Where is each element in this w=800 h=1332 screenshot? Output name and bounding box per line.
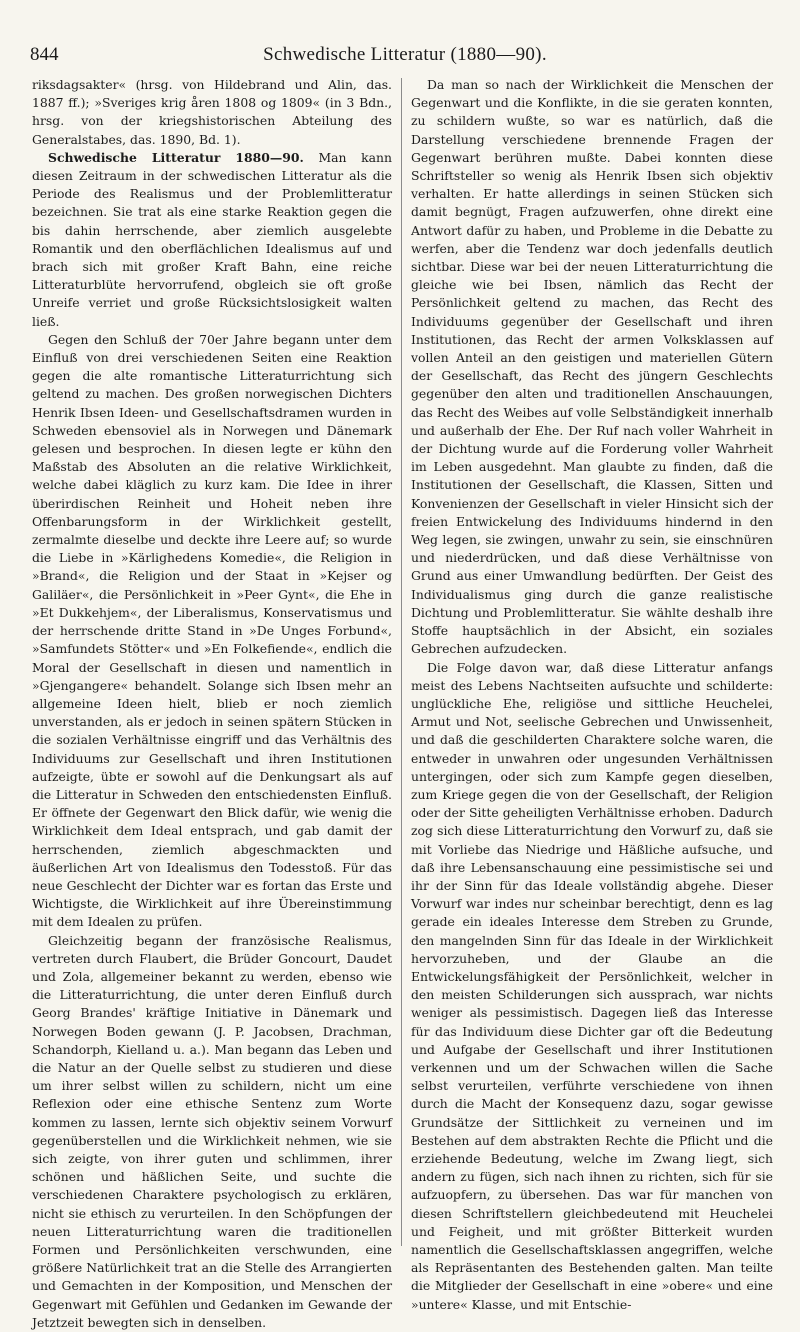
- paragraph: riksdagsakter« (hrsg. von Hildebrand und Alin, das. 1887 ff.); »Sveriges krig åren 1808 og 1809« (in 3 Bdn., hrsg. von der kriegshistorischen Abteilung des Generalstabes, das. 1890, Bd. 1).: [32, 77, 392, 147]
- page-number: 844: [30, 44, 59, 65]
- paragraph: Die Folge davon war, daß diese Litteratur anfangs meist des Lebens Nachtseiten aufsuchte und schilderte: unglückliche Ehe, religiöse und sittliche Heuchelei, Armut und Not, seelische Gebrechen und Unwissenheit, und daß die geschilderten Charaktere solche waren, die entweder in unwahren oder ungesunden Verhältnissen untergingen, oder sich zum Kampfe gegen dieselben, zum Kriege gegen die von der Gesellschaft, der Religion oder der Sitte geheiligten Verhältnisse erhoben. Dadurch zog sich diese Litteraturrichtung den Vorwurf zu, daß sie mit Vorliebe das Niedrige und Häßliche aufsuche, und daß ihre Lebensanschauung eine pessimistische sei und ihr der Sinn für das Ideale vollständig abgehe. Dieser Vorwurf war indes nur scheinbar berechtigt, denn es lag gerade ein ideales Interesse dem Streben zu Grunde, den mangelnden Sinn für das Ideale in der Wirklichkeit hervorzuheben, und der Glaube an die Entwickelungsfähigkeit der Persönlichkeit, welcher in den meisten Schilderungen sich aussprach, war nichts weniger als pessimistisch. Dagegen ließ das Interesse für das Individuum diese Dichter gar oft die Bedeutung und Aufgabe der Gesellschaft und ihrer Institutionen verkennen und um der Schwachen willen die Sache selbst verurteilen, verführte verschiedene von ihnen durch die Macht der Konsequenz dazu, sogar gewisse Grundsätze der Sittlichkeit zu verneinen und im Bestehen auf dem abstrakten Rechte die Pflicht und die erziehende Bedeutung, welche im Zwang liegt, sich andern zu fügen, sich nach ihnen zu richten, sich für sie aufzuopfern, zu übersehen. Das war für manchen von diesen Schriftstellern gleichbedeutend mit Heuchelei und Feigheit, und mit größter Bitterkeit wurden namentlich die Gesellschaftsklassen angegriffen, welche als Repräsentanten des Bestehenden galten. Man teilte die Mitglieder der Gesellschaft in eine »obere« und eine »untere« Klasse, und mit Entschie-: [411, 659, 773, 1312]
- running-head: Schwedische Litteratur (1880—90).: [263, 44, 547, 65]
- paragraph: Da man so nach der Wirklichkeit die Menschen der Gegenwart und die Konflikte, in die sie geraten konnten, zu schildern wußte, so war es natürlich, daß die Darstellung verschiedene brennende Fragen der Gegenwart berühren mußte. Dabei konnten diese Schriftsteller so wenig als Henrik Ibsen sich objektiv verhalten. Er hatte allerdings in seinen Stücken sich damit begnügt, Fragen aufzuwerfen, ohne direkt eine Antwort dafür zu haben, und Probleme in die Debatte zu werfen, aber die Tendenz war doch jedenfalls deutlich sichtbar. Diese war bei der neuen Litteraturrichtung die gleiche wie bei Ibsen, nämlich das Recht der Persönlichkeit geltend zu machen, das Recht des Individuums gegenüber der Gesellschaft und ihren Institutionen, das Recht der armen Volksklassen auf vollen Anteil an den geistigen und materiellen Gütern der Gesellschaft, das Recht des jüngern Geschlechts gegenüber den alten und traditionellen Anschauungen, das Recht des Weibes auf volle Selbständigkeit innerhalb und außerhalb der Ehe. Der Ruf nach voller Wahrheit in der Dichtung wurde auf die Forderung voller Wahrheit im Leben ausgedehnt. Man glaubte zu finden, daß die Institutionen der Gesellschaft, die Klassen, Sitten und Konvenienzen der Gesellschaft in vieler Hinsicht sich der freien Entwickelung des Individuums hindernd in den Weg legen, sie zwingen, unwahr zu sein, sie einschnüren und niederdrücken, und daß diese Verhältnisse von Grund aus einer Umwandlung bedürften. Der Geist des Individualismus ging durch die ganze realistische Dichtung und Problemlitteratur. Sie wählte deshalb ihre Stoffe hauptsächlich in der Absicht, ein soziales Gebrechen aufzudecken.: [411, 77, 773, 657]
- left-column: [32, 76, 392, 1332]
- section-intro: Man kann diesen Zeitraum in der schwedischen Litteratur als die Periode des Realismus und der Problemlitteratur bezeichnen. Sie trat als eine starke Reaktion gegen die bis dahin herrschende, aber ziemlich ausgelebte Romantik und den oberflächlichen Idealismus auf und brach sich mit großer Kraft Bahn, eine reiche Litteraturblüte hervorrufend, obgleich sie oft große Unreife verriet und große Rücksichtslosigkeit walten ließ.: [32, 149, 392, 329]
- paragraph: Gegen den Schluß der 70er Jahre begann unter dem Einfluß von drei verschiedenen Seiten eine Reaktion gegen die alte romantische Litteraturrichtung sich geltend zu machen. Des großen norwegischen Dichters Henrik Ibsen Ideen- und Gesellschaftsdramen wurden in Schweden ebensoviel als in Norwegen und Dänemark gelesen und besprochen. In diesen legte er kühn den Maßstab des Absoluten an die relative Wirklichkeit, welche dabei kläglich zu kurz kam. Die Idee in ihrer überirdischen Reinheit und Hoheit neben ihre Offenbarungsform in der Wirklichkeit gestellt, zermalmte dieselbe und deckte ihre Leere auf; so wurde die Liebe in »Kärlighedens Komedie«, die Religion in »Brand«, die Religion und der Staat in »Kejser og Galiläer«, die Persönlichkeit in »Peer Gynt«, die Ehe in »Et Dukkehjem«, der Liberalismus, Konservatismus und der herrschende dritte Stand in »De Unges Forbund«, »Samfundets Stötter« und »En Folkefiende«, endlich die Moral der Gesellschaft in diesen und namentlich in »Gjengangere« behandelt. Solange sich Ibsen mehr an allgemeine Ideen hielt, blieb er noch ziemlich unverstanden, als er jedoch in seinen spätern Stücken in die sozialen Verhältnisse eingriff und das Verhältnis des Individuums zur Gesellschaft und ihren Institutionen aufzeigte, übte er sowohl auf die Denkungsart als auf die Litteratur in Schweden den entschiedensten Einfluß. Er öffnete der Gegenwart den Blick dafür, wie wenig die Wirklichkeit dem Ideal entsprach, und gab damit der herrschenden, ziemlich abgeschmackten und äußerlichen Art von Idealismus den Todesstoß. Für das neue Geschlecht der Dichter war es fortan das Erste und Wichtigste, die Wirklichkeit auf ihre Übereinstimmung mit dem Idealen zu prüfen.: [32, 331, 392, 930]
- section-heading: Schwedische Litteratur 1880—90.: [48, 149, 304, 165]
- column-divider: [401, 78, 402, 1246]
- paragraph: Gleichzeitig begann der französische Realismus, vertreten durch Flaubert, die Brüder Goncourt, Daudet und Zola, allgemeiner bekannt zu werden, ebenso wie die Litteraturrichtung, die unter deren Einfluß durch Georg Brandes' kräftige Initiative in Dänemark und Norwegen Boden gewann (J. P. Jacobsen, Drachman, Schandorph, Kielland u. a.). Man begann das Leben und die Natur an der Quelle selbst zu studieren und diese um ihrer selbst willen zu schildern, nicht um eine Reflexion oder eine ethische Sentenz zum Worte kommen zu lassen, lernte sich objektiv seinem Vorwurf gegenüberstellen und die Wirklichkeit nehmen, wie sie sich zeigte, von ihrer guten und schlimmen, ihrer schönen und häßlichen Seite, und suchte die verschiedenen Charaktere psychologisch zu erklären, nicht sie ethisch zu verurteilen. In den Schöpfungen der neuen Litteraturrichtung waren die traditionellen Formen und Persönlichkeiten verschwunden, eine größere Natürlichkeit trat an die Stelle des Arrangierten und Gemachten in der Komposition, und Menschen der Gegenwart mit Gefühlen und Gedanken im Gewande der Jetztzeit bewegten sich in denselben.: [32, 932, 392, 1330]
- page-header: [30, 40, 780, 70]
- right-column: [411, 76, 773, 1314]
- section-paragraph: [32, 149, 392, 331]
